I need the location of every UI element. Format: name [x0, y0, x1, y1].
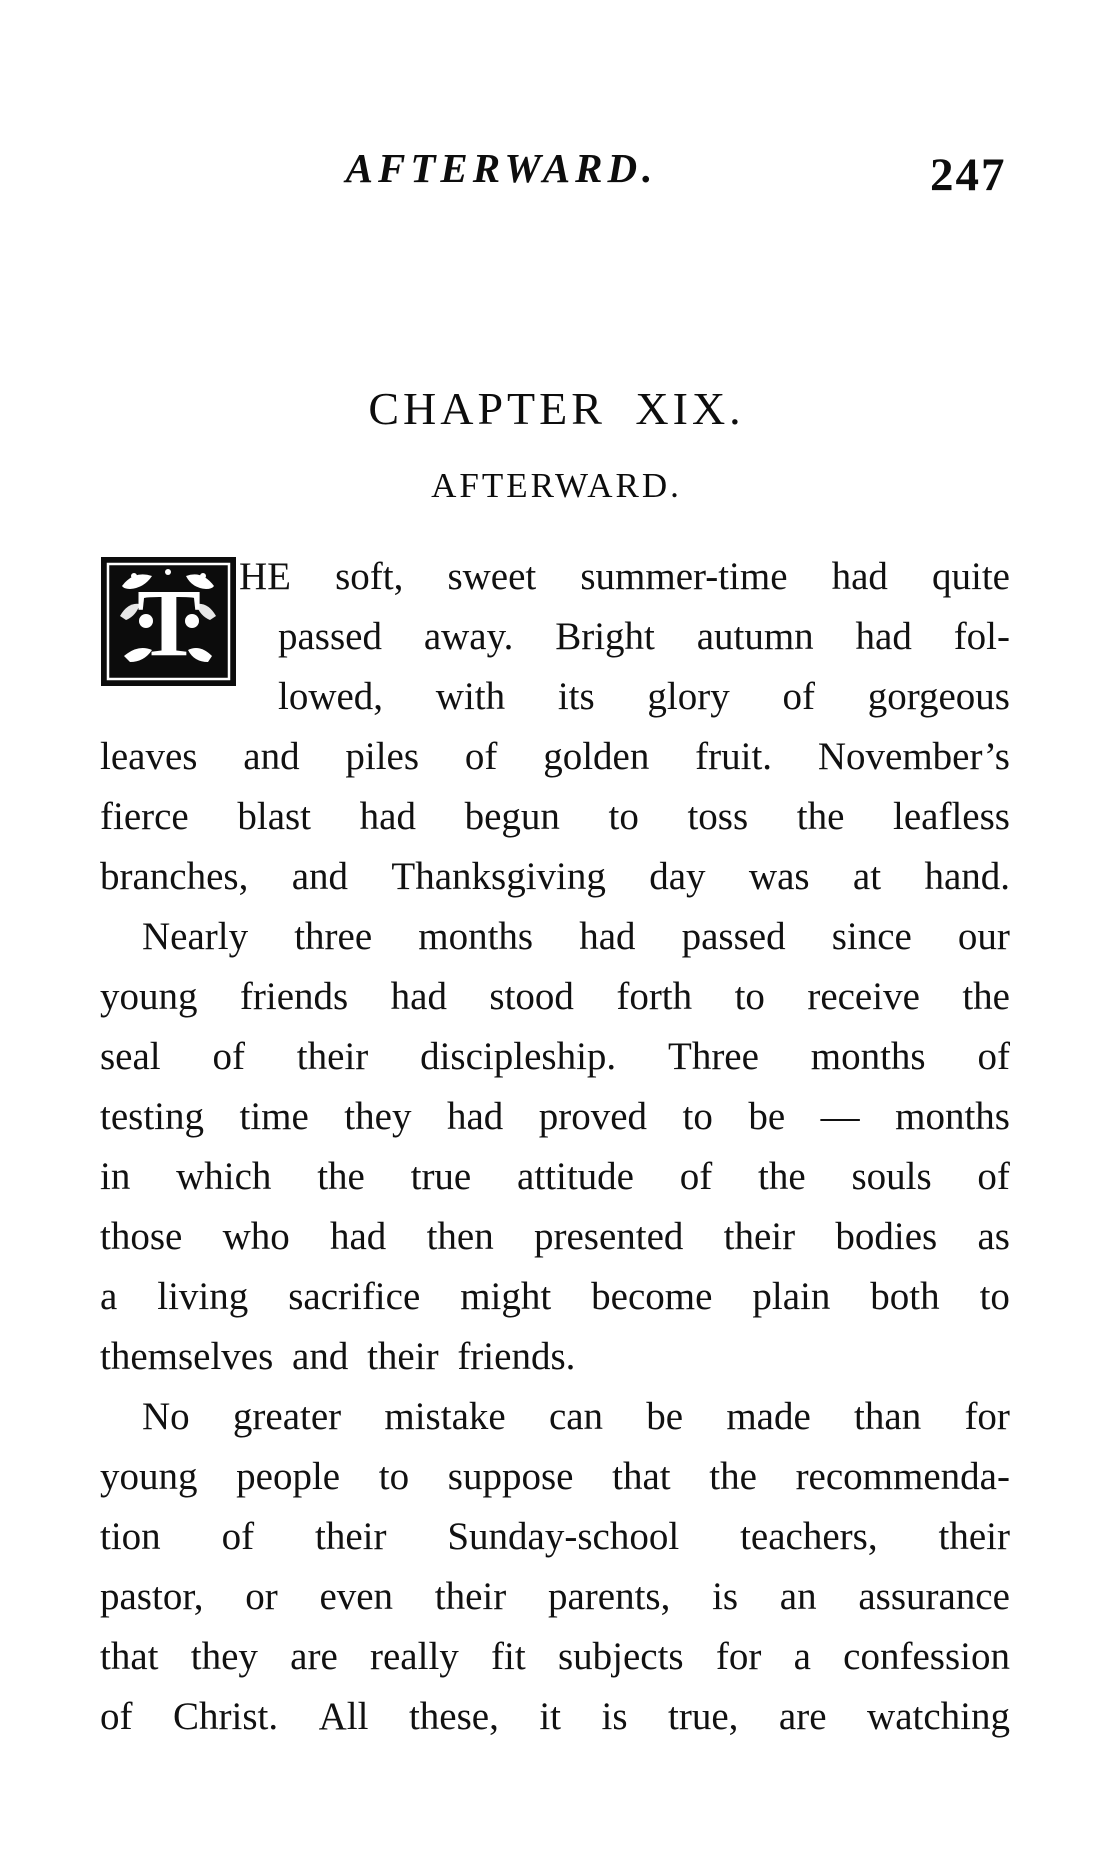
- body-line: of Christ. All these, it is true, are watching: [100, 1695, 1010, 1738]
- body-line: leaves and piles of golden fruit. November’s: [100, 735, 1010, 778]
- body-line: young people to suppose that the recommenda-: [100, 1455, 1010, 1498]
- body-text: [100, 547, 1010, 1747]
- body-line: HE soft, sweet summer-time had quite: [239, 555, 1010, 598]
- body-line: branches, and Thanksgiving day was at hand.: [100, 855, 1010, 898]
- page-number: 247: [930, 149, 1007, 201]
- body-line: seal of their discipleship. Three months of: [100, 1035, 1010, 1078]
- body-line: that they are really fit subjects for a confession: [100, 1635, 1010, 1678]
- body-line: those who had then presented their bodies as: [100, 1215, 1010, 1258]
- body-line: Nearly three months had passed since our: [142, 915, 1010, 958]
- chapter-subtitle: AFTERWARD.: [431, 466, 682, 505]
- dropcap-letter: T: [136, 569, 202, 676]
- body-line: young friends had stood forth to receive the: [100, 975, 1010, 1018]
- body-line: passed away. Bright autumn had fol-: [278, 615, 1010, 658]
- body-line: lowed, with its glory of gorgeous: [278, 675, 1010, 718]
- body-line: pastor, or even their parents, is an assurance: [100, 1575, 1010, 1618]
- running-header-title: AFTERWARD.: [345, 145, 658, 191]
- body-line: No greater mistake can be made than for: [142, 1395, 1010, 1438]
- body-line: testing time they had proved to be — months: [100, 1095, 1010, 1138]
- body-line: in which the true attitude of the souls of: [100, 1155, 1010, 1198]
- body-line: themselves and their friends.: [100, 1335, 576, 1378]
- body-line: a living sacrifice might become plain both to: [100, 1275, 1010, 1318]
- body-line: tion of their Sunday-school teachers, their: [100, 1515, 1010, 1558]
- body-line: fierce blast had begun to toss the leafless: [100, 795, 1010, 838]
- chapter-heading: CHAPTER XIX.: [368, 383, 745, 434]
